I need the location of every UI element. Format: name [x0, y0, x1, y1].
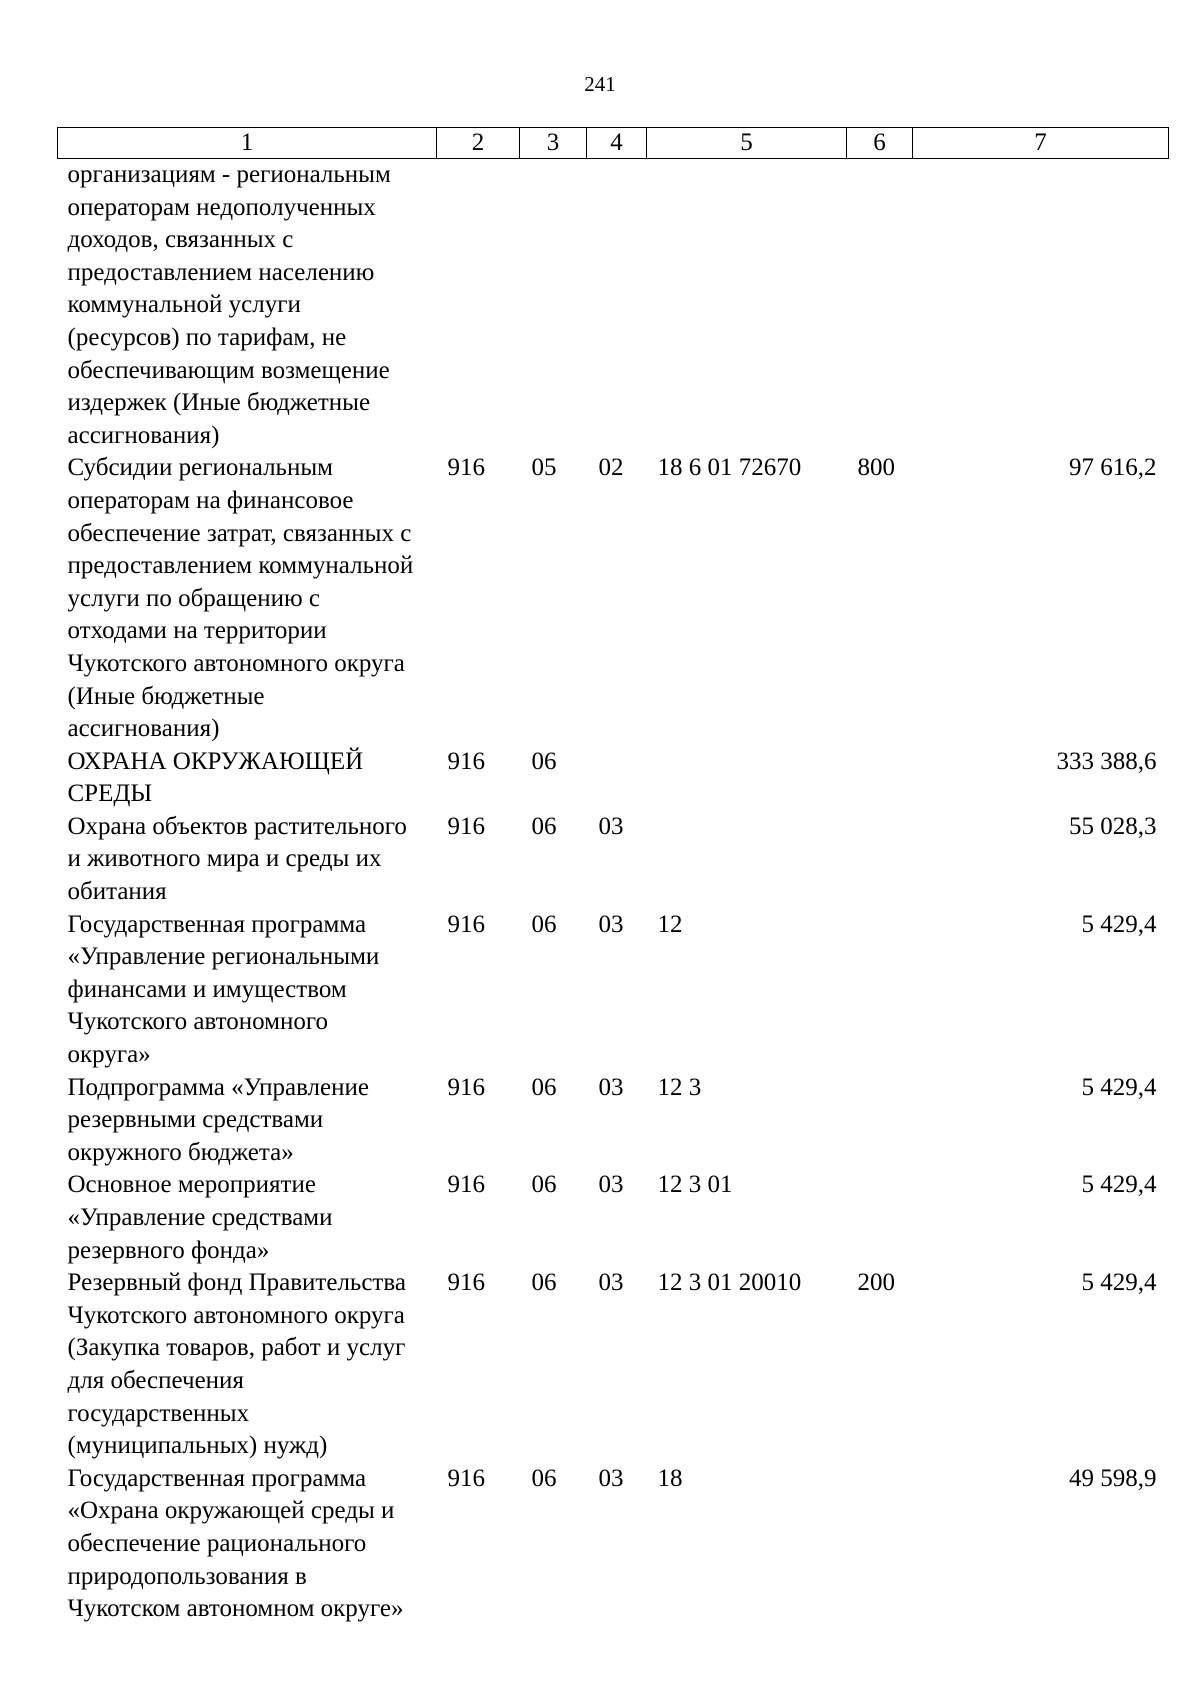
row-name-cell: Охрана объектов растительного и животного мира и среды их обитания	[67, 812, 407, 906]
section-code-cell	[520, 159, 587, 453]
table-row	[58, 1072, 1169, 1170]
row-name-cell: ОХРАНА ОКРУЖАЮЩЕЙ СРЕДЫ	[67, 747, 364, 808]
page-number: 241	[584, 72, 616, 96]
subsection-code-cell: 03	[598, 812, 624, 840]
table-row	[58, 1267, 1169, 1463]
target-article-cell	[647, 746, 847, 811]
column-header-1: 1	[58, 128, 437, 159]
table-row	[58, 811, 1169, 909]
ministry-code-cell: 916	[447, 454, 485, 482]
subsection-code-cell: 03	[598, 1464, 624, 1492]
expense-type-cell: 800	[857, 454, 895, 482]
subsection-code-cell: 03	[598, 1269, 624, 1297]
expense-type-cell: 200	[857, 1269, 895, 1297]
column-header-3: 3	[520, 128, 587, 159]
row-name-cell: организациям - региональным операторам недополученных доходов, связанных с предоставлением населению коммунальной услуги (ресурсов) по тарифам, не обеспечивающим возмещение издержек (Иные бюджетные ассигнования)	[67, 161, 391, 449]
table-row	[58, 159, 1169, 453]
amount-cell: 5 429,4	[1081, 1269, 1157, 1297]
table-header	[58, 128, 1169, 159]
amount-cell: 5 429,4	[1081, 1073, 1157, 1101]
table-row	[58, 452, 1169, 745]
amount-cell: 5 429,4	[1081, 910, 1157, 938]
subsection-code-cell: 03	[598, 1171, 624, 1199]
row-name-cell: Государственная программа «Управление региональными финансами и имуществом Чукотского автономного округа»	[67, 910, 380, 1069]
section-code-cell: 06	[531, 1269, 557, 1297]
row-name-cell: Основное мероприятие «Управление средствами резервного фонда»	[67, 1171, 333, 1264]
subsection-code-cell: 03	[598, 1073, 624, 1101]
expense-type-cell	[847, 1169, 913, 1267]
subsection-code-cell	[587, 746, 647, 811]
row-name-cell: Резервный фонд Правительства Чукотского автономного округа (Закупка товаров, работ и услуг для обеспечения государственных (муниципальных) нужд)	[67, 1269, 406, 1460]
expense-type-cell	[847, 1072, 913, 1170]
subsection-code-cell: 02	[598, 454, 624, 482]
target-article-cell	[647, 159, 847, 453]
ministry-code-cell: 916	[447, 1073, 485, 1101]
target-article-cell: 18 6 01 72670	[657, 454, 802, 482]
target-article-cell: 12 3 01	[657, 1171, 733, 1199]
expense-type-cell	[847, 1463, 913, 1626]
expense-type-cell	[847, 159, 913, 453]
section-code-cell: 05	[531, 454, 557, 482]
row-name-cell: Подпрограмма «Управление резервными средствами окружного бюджета»	[67, 1073, 369, 1166]
header-row	[58, 128, 1169, 159]
ministry-code-cell: 916	[447, 910, 485, 938]
ministry-code-cell	[437, 159, 520, 453]
row-name-cell: Субсидии региональным операторам на финансовое обеспечение затрат, связанных с предоставлением коммунальной услуги по обращению с отходами на территории Чукотского автономного округа (Иные бюджетные ассигнования)	[67, 454, 414, 743]
ministry-code-cell: 916	[447, 812, 485, 840]
column-header-2: 2	[437, 128, 520, 159]
column-header-4: 4	[587, 128, 647, 159]
target-article-cell: 12 3 01 20010	[657, 1269, 802, 1297]
table-body	[58, 159, 1169, 1626]
budget-table	[57, 127, 1169, 1626]
table-row	[58, 1169, 1169, 1267]
amount-cell: 97 616,2	[1069, 454, 1157, 482]
amount-cell: 49 598,9	[1069, 1464, 1157, 1492]
section-code-cell: 06	[531, 747, 557, 775]
section-code-cell: 06	[531, 1073, 557, 1101]
target-article-cell: 12 3	[657, 1073, 702, 1101]
amount-cell: 333 388,6	[1056, 747, 1157, 775]
expense-type-cell	[847, 909, 913, 1072]
column-header-7: 7	[913, 128, 1169, 159]
ministry-code-cell: 916	[447, 1171, 485, 1199]
subsection-code-cell: 03	[598, 910, 624, 938]
table-row	[58, 909, 1169, 1072]
ministry-code-cell: 916	[447, 1464, 485, 1492]
column-header-6: 6	[847, 128, 913, 159]
table-row	[58, 1463, 1169, 1626]
table-row	[58, 746, 1169, 811]
expense-type-cell	[847, 811, 913, 909]
amount-cell	[913, 159, 1169, 453]
subsection-code-cell	[587, 159, 647, 453]
section-code-cell: 06	[531, 1464, 557, 1492]
amount-cell: 55 028,3	[1069, 812, 1157, 840]
ministry-code-cell: 916	[447, 1269, 485, 1297]
target-article-cell: 18	[657, 1464, 683, 1492]
section-code-cell: 06	[531, 1171, 557, 1199]
expense-type-cell	[847, 746, 913, 811]
row-name-cell: Государственная программа «Охрана окружающей среды и обеспечение рационального природопользования в Чукотском автономном округе»	[67, 1464, 404, 1623]
ministry-code-cell: 916	[447, 747, 485, 775]
column-header-5: 5	[647, 128, 847, 159]
amount-cell: 5 429,4	[1081, 1171, 1157, 1199]
target-article-cell: 12	[657, 910, 683, 938]
target-article-cell	[647, 811, 847, 909]
section-code-cell: 06	[531, 910, 557, 938]
section-code-cell: 06	[531, 812, 557, 840]
